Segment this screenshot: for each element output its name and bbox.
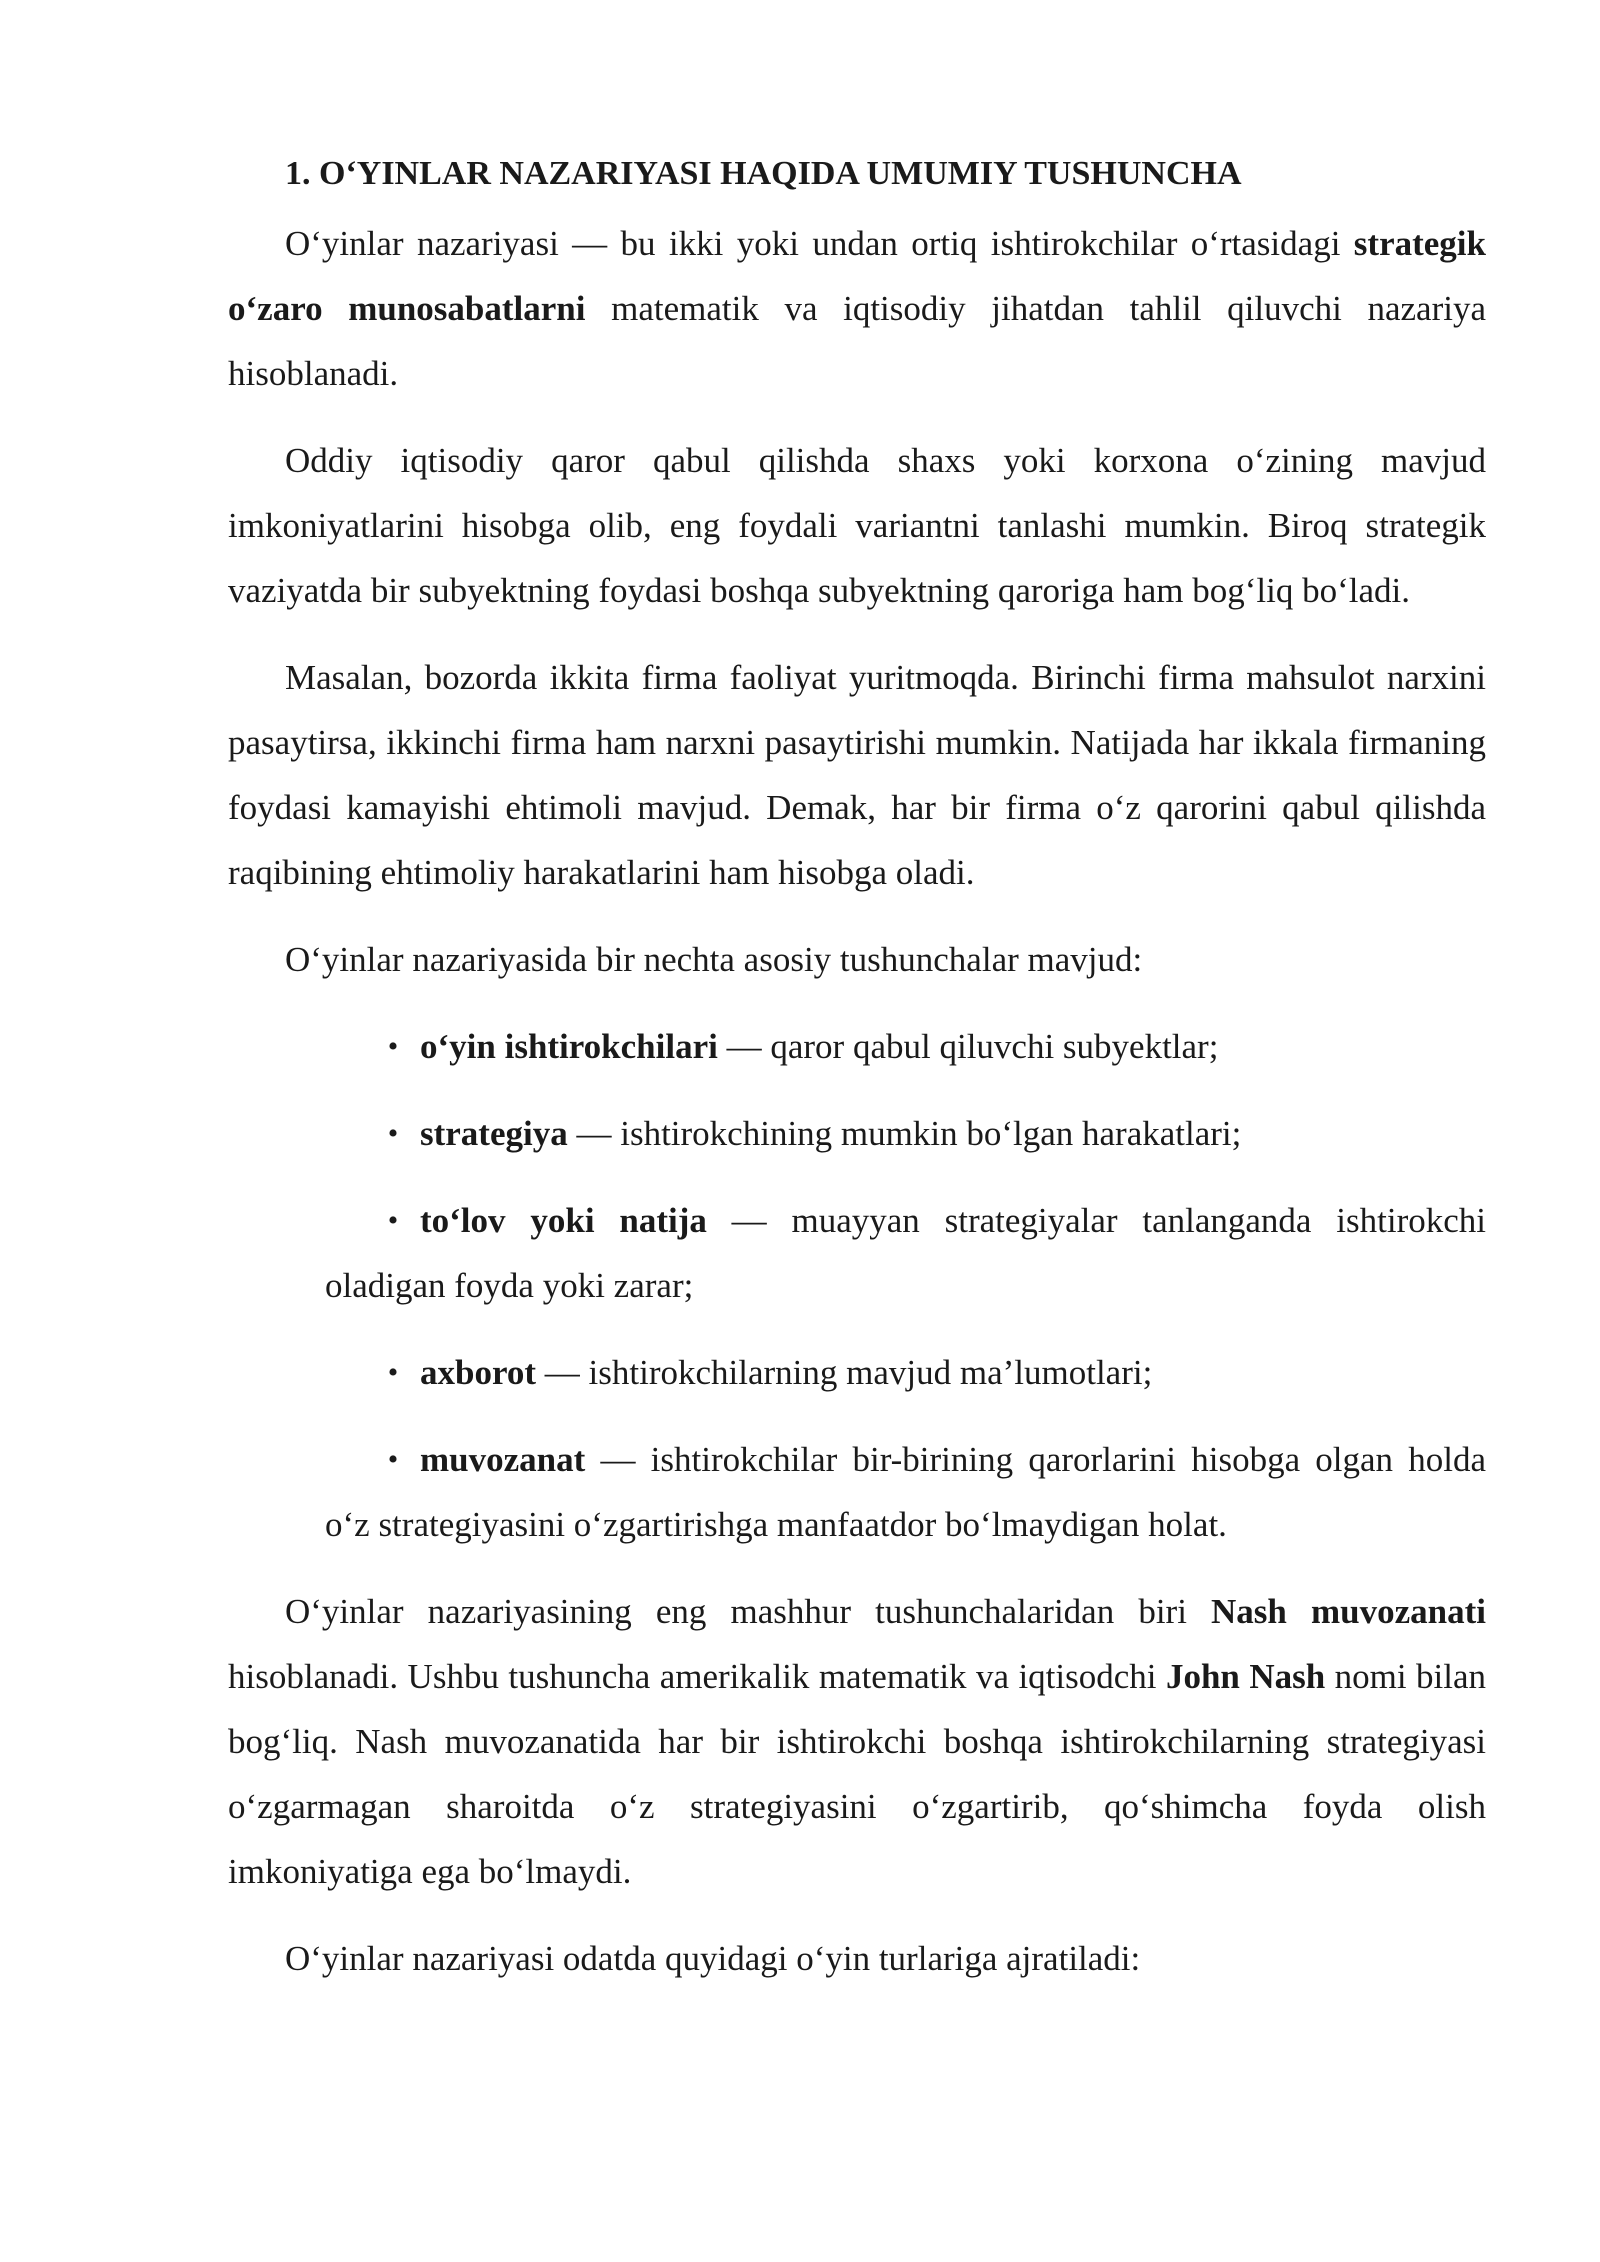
list-item [325,1014,1486,1079]
paragraph-game-types-intro: O‘yinlar nazariyasi odatda quyidagi o‘yin turlariga ajratiladi: [285,1939,1141,1978]
document-body [228,148,1486,2013]
paragraph-nash-equilibrium [228,1579,1486,1904]
term-name: muvozanat [420,1440,586,1479]
term-name: to‘lov yoki natija [420,1201,707,1240]
bold-term: Nash muvozanati [1211,1592,1486,1631]
list-item [325,1340,1486,1405]
paragraph-text: nomi bilan bog‘liq. Nash muvozanatida har bir ishtirokchi boshqa ishtirokchilarning strategiyasi o‘zgarmagan sharoitda o‘z strategiyasini o‘zgartirib, qo‘shimcha foyda olish imkoniyatiga ega bo‘lmaydi. [228,1657,1486,1891]
paragraph-definition [228,211,1486,406]
paragraph-example: Masalan, bozorda ikkita firma faoliyat yuritmoqda. Birinchi firma mahsulot narxini pasaytirsa, ikkinchi firma ham narxni pasaytirishi mumkin. Natijada har ikkala firmaning foydasi kamayishi ehtimoli mavjud. Demak, har bir firma o‘z qarorini qabul qilishda raqibining ehtimoliy harakatlarini ham hisobga oladi. [228,658,1486,892]
paragraph-concepts-intro: O‘yinlar nazariyasida bir nechta asosiy tushunchalar mavjud: [285,940,1143,979]
list-item [325,1427,1486,1557]
term-name: strategiya [420,1114,568,1153]
section-heading: 1. O‘YINLAR NAZARIYASI HAQIDA UMUMIY TUSHUNCHA [285,155,1242,192]
paragraph-text: O‘yinlar nazariyasining eng mashhur tushunchalaridan biri [285,1592,1212,1631]
paragraph-text: hisoblanadi. Ushbu tushuncha amerikalik matematik va iqtisodchi [228,1657,1166,1696]
term-name: axborot [420,1353,537,1392]
term-definition: — ishtirokchilar bir-birining qarorlarini hisobga olgan holda o‘z strategiyasini o‘zgartirishga manfaatdor bo‘lmaydigan holat. [325,1440,1486,1544]
bullet-icon: • [387,1356,399,1389]
bullet-icon: • [387,1204,399,1237]
term-name: o‘yin ishtirokchilari [420,1027,718,1066]
list-item [325,1188,1486,1318]
term-definition: — ishtirokchining mumkin bo‘lgan harakatlari; [567,1114,1242,1153]
paragraph-text: matematik va iqtisodiy jihatdan tahlil qiluvchi nazariya hisoblanadi. [228,289,1486,393]
term-definition: — qaror qabul qiluvchi subyektlar; [717,1027,1219,1066]
paragraph-text: O‘yinlar nazariyasi — bu ikki yoki undan ortiq ishtirokchilar o‘rtasidagi [285,224,1354,263]
list-item [325,1101,1486,1166]
bold-term: strategik o‘zaro munosabatlarni [228,224,1486,328]
term-definition: — ishtirokchilarning mavjud ma’lumotlari; [536,1353,1153,1392]
paragraph-strategic-situation: Oddiy iqtisodiy qaror qabul qilishda shaxs yoki korxona o‘zining mavjud imkoniyatlarini hisobga olib, eng foydali variantni tanlashi mumkin. Biroq strategik vaziyatda bir subyektning foydasi boshqa subyektning qaroriga ham bog‘liq bo‘ladi. [228,441,1486,610]
bold-name: John Nash [1165,1657,1326,1696]
bullet-icon: • [387,1030,399,1063]
bullet-icon: • [387,1117,399,1150]
bullet-icon: • [387,1443,399,1476]
term-definition: — muayyan strategiyalar tanlanganda ishtirokchi oladigan foyda yoki zarar; [325,1201,1486,1305]
concepts-list [228,1014,1486,1557]
